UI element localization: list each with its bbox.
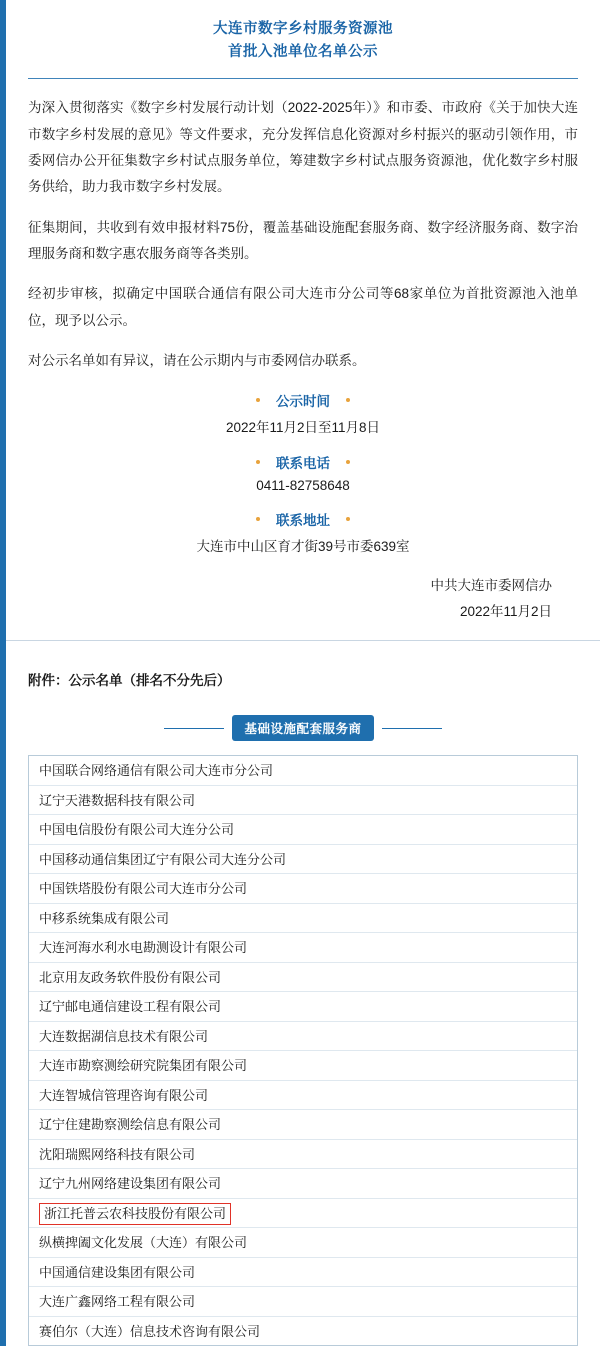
info-block-publicity-period [28,390,578,436]
section-header-title: 基础设施配套服务商 [232,715,373,741]
list-item: 辽宁九州网络建设集团有限公司 [29,1169,577,1199]
page-title-line-1: 大连市数字乡村服务资源池 [213,21,393,37]
paragraph-3: 经初步审核，拟确定中国联合通信有限公司大连市分公司等68家单位为首批资源池入池单位，现予以公示。 [28,286,578,328]
list-item: 中国电信股份有限公司大连分公司 [29,815,577,845]
info-block-contact-address [28,509,578,555]
paragraph-2: 征集期间，共收到有效申报材料75份，覆盖基础设施配套服务商、数字经济服务商、数字治理服务商和数字惠农服务商等各类别。 [28,219,578,261]
signature-org: 中共大连市委网信办 [430,578,552,594]
list-item: 辽宁邮电通信建设工程有限公司 [29,992,577,1022]
info-value-contact-phone: 0411-82758648 [256,478,350,494]
section-header-line-left [164,728,224,729]
info-value-publicity-period: 2022年11月2日至11月8日 [225,420,381,436]
info-label-publicity-period: 公示时间 [254,390,352,410]
page-title-line-2: 首批入池单位名单公示 [228,44,378,61]
info-label-contact-address: 联系地址 [254,509,352,529]
list-item: 大连河海水利水电勘测设计有限公司 [29,933,577,963]
list-item: 中国移动通信集团辽宁有限公司大连分公司 [29,845,577,875]
signature [28,573,578,624]
list-item: 中国联合网络通信有限公司大连市分公司 [29,756,577,786]
info-value-contact-address: 大连市中山区育才街39号市委639室 [196,539,410,555]
info-block-contact-phone [28,452,578,493]
list-item: 中国铁塔股份有限公司大连市分公司 [29,874,577,904]
list-item: 沈阳瑞熙网络科技有限公司 [29,1140,577,1170]
signature-date: 2022年11月2日 [459,603,552,619]
list-item: 北京用友政务软件股份有限公司 [29,963,577,993]
title-divider [28,78,578,79]
paragraph-1: 为深入贯彻落实《数字乡村发展行动计划（2022-2025年）》和市委、市政府《关于加快大连市数字乡村发展的意见》等文件要求，充分发挥信息化资源对乡村振兴的驱动引领作用，市委网信办公开征集数字乡村试点服务单位，筹建数字乡村试点服务资源池，优化数字乡村服务供给，助力我市数字乡村发展。 [28,100,578,195]
page-title [28,18,578,64]
list-item: 中移系统集成有限公司 [29,904,577,934]
list-item [29,1199,577,1229]
list-item: 大连广鑫网络工程有限公司 [29,1287,577,1317]
attachment-label: 附件：公示名单（排名不分先后） [28,673,231,689]
list-item: 大连智城信管理咨询有限公司 [29,1081,577,1111]
company-list [28,755,578,1346]
list-item: 赛伯尔（大连）信息技术咨询有限公司 [39,1323,261,1339]
list-item: 大连数据湖信息技术有限公司 [29,1022,577,1052]
list-item: 辽宁天港数据科技有限公司 [29,786,577,816]
section-header-line-right [382,728,442,729]
section-header [28,715,578,741]
list-item: 中国通信建设集团有限公司 [29,1258,577,1288]
company-name-highlighted: 浙江托普云农科技股份有限公司 [39,1203,231,1225]
paragraph-4: 对公示名单如有异议，请在公示期内与市委网信办联系。 [28,352,366,368]
list-item: 纵横捭阖文化发展（大连）有限公司 [29,1228,577,1258]
info-label-contact-phone: 联系电话 [254,452,352,472]
list-item: 大连市勘察测绘研究院集团有限公司 [29,1051,577,1081]
list-item: 辽宁住建勘察测绘信息有限公司 [29,1110,577,1140]
